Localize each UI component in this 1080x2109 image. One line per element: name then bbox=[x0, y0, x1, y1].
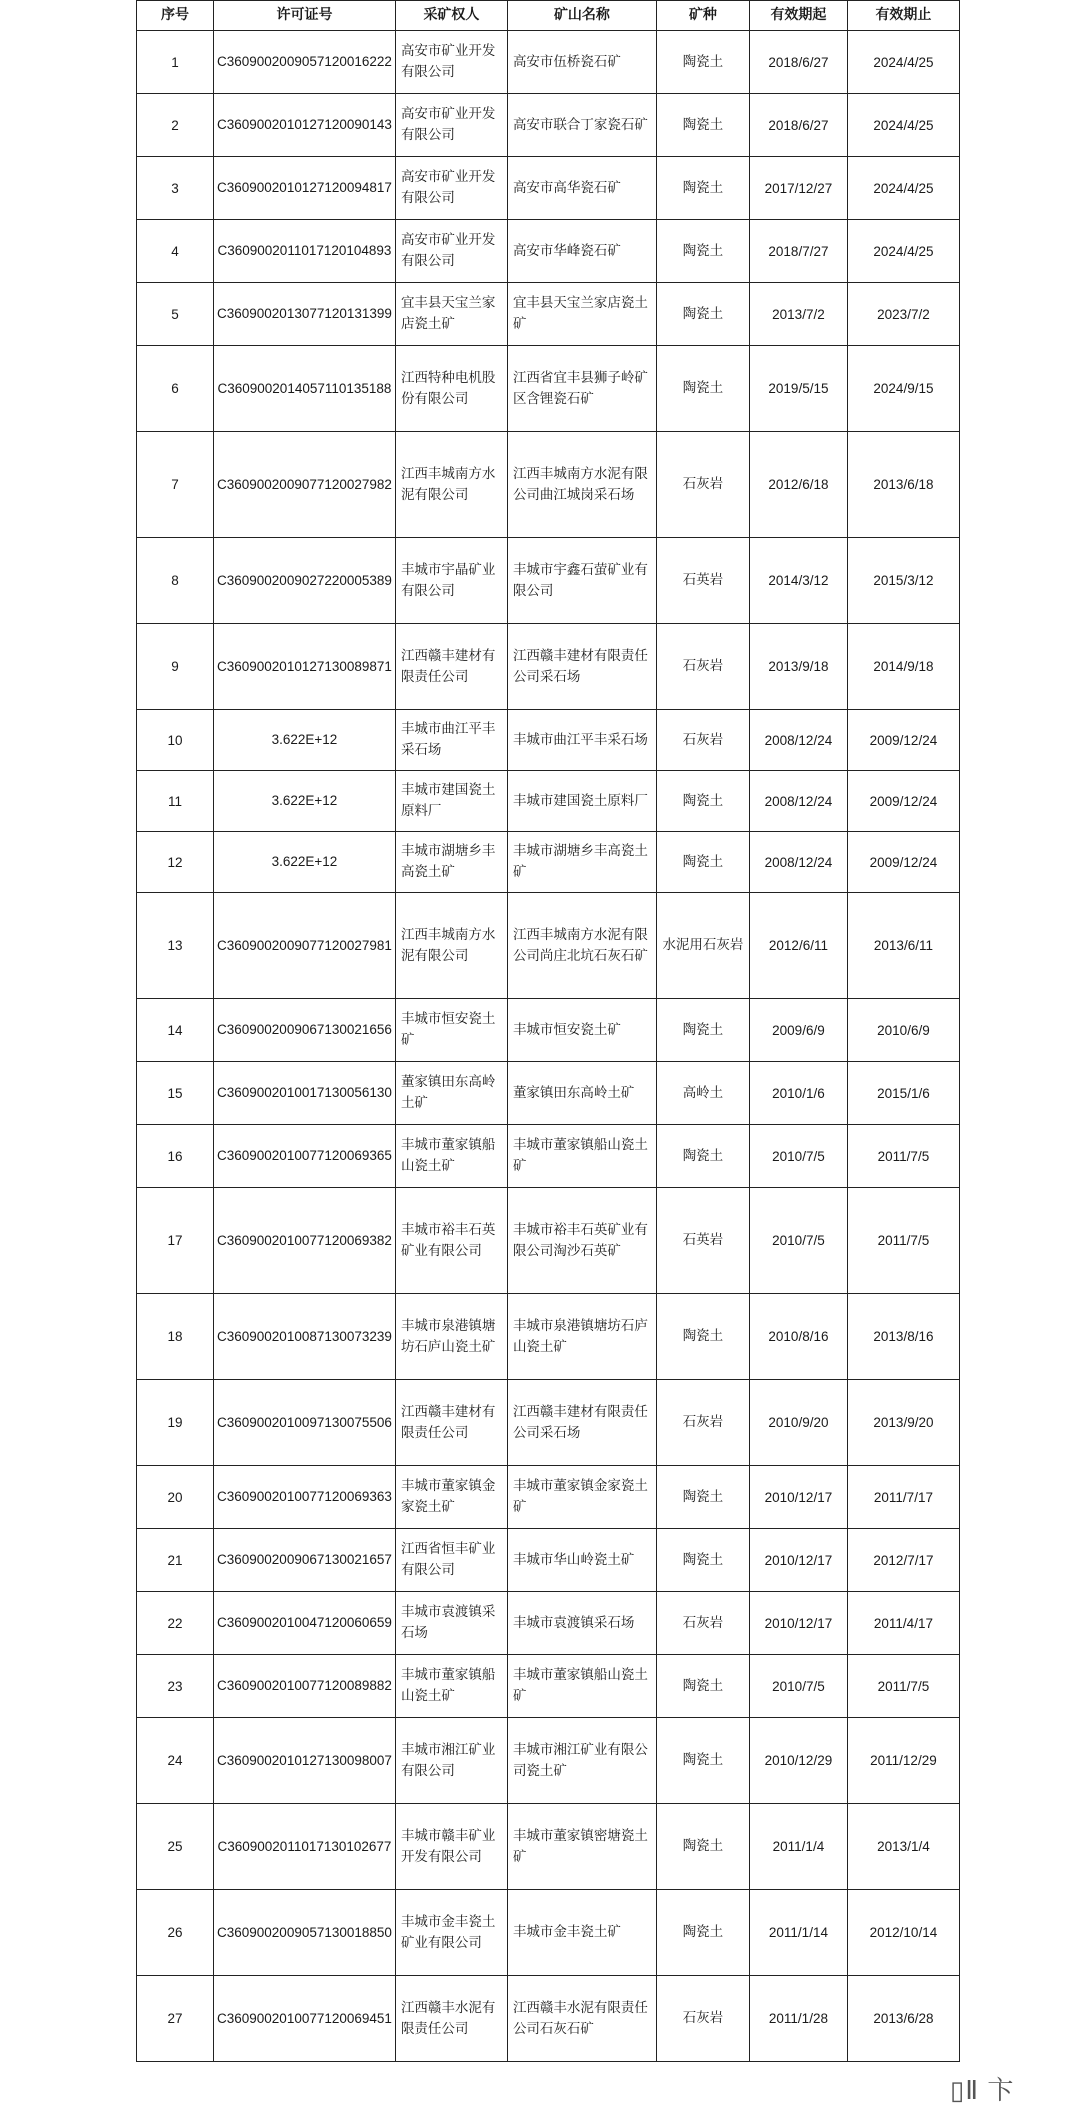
cell-start: 2010/7/5 bbox=[749, 1188, 847, 1294]
cell-end: 2011/7/5 bbox=[847, 1188, 959, 1294]
cell-no: 13 bbox=[137, 893, 214, 999]
cell-mine: 高安市伍桥瓷石矿 bbox=[507, 31, 656, 94]
cell-end: 2015/3/12 bbox=[847, 538, 959, 624]
cell-start: 2013/7/2 bbox=[749, 283, 847, 346]
cell-owner: 丰城市董家镇金家瓷土矿 bbox=[395, 1466, 507, 1529]
table-row bbox=[137, 893, 960, 999]
cell-license: C3609002010097130075506 bbox=[214, 1380, 396, 1466]
table-row bbox=[137, 1188, 960, 1294]
cell-mineral: 石灰岩 bbox=[656, 1976, 749, 2062]
cell-end: 2024/4/25 bbox=[847, 31, 959, 94]
cell-owner: 江西特种电机股份有限公司 bbox=[395, 346, 507, 432]
cell-owner: 江西省恒丰矿业有限公司 bbox=[395, 1529, 507, 1592]
cell-mineral: 石灰岩 bbox=[656, 710, 749, 771]
cell-no: 16 bbox=[137, 1125, 214, 1188]
header-row bbox=[137, 1, 960, 31]
cell-no: 9 bbox=[137, 624, 214, 710]
table-row bbox=[137, 283, 960, 346]
cell-license: C3609002010127120090143 bbox=[214, 94, 396, 157]
cell-owner: 丰城市裕丰石英矿业有限公司 bbox=[395, 1188, 507, 1294]
cell-start: 2018/6/27 bbox=[749, 31, 847, 94]
cell-no: 4 bbox=[137, 220, 214, 283]
cell-mine: 丰城市湖塘乡丰高瓷土矿 bbox=[507, 832, 656, 893]
table-row bbox=[137, 538, 960, 624]
cell-mine: 江西省宜丰县狮子岭矿区含锂瓷石矿 bbox=[507, 346, 656, 432]
cell-mineral: 石英岩 bbox=[656, 1188, 749, 1294]
table-row bbox=[137, 157, 960, 220]
table-header bbox=[137, 1, 960, 31]
cell-end: 2011/12/29 bbox=[847, 1718, 959, 1804]
cell-mine: 江西赣丰建材有限责任公司采石场 bbox=[507, 624, 656, 710]
cell-start: 2009/6/9 bbox=[749, 999, 847, 1062]
cell-mine: 丰城市曲江平丰采石场 bbox=[507, 710, 656, 771]
cell-license: C3609002010077120069363 bbox=[214, 1466, 396, 1529]
cell-start: 2010/1/6 bbox=[749, 1062, 847, 1125]
cell-no: 6 bbox=[137, 346, 214, 432]
cell-mine: 丰城市裕丰石英矿业有限公司淘沙石英矿 bbox=[507, 1188, 656, 1294]
cell-no: 18 bbox=[137, 1294, 214, 1380]
cell-start: 2019/5/15 bbox=[749, 346, 847, 432]
cell-end: 2015/1/6 bbox=[847, 1062, 959, 1125]
cell-no: 26 bbox=[137, 1890, 214, 1976]
cell-license: 3.622E+12 bbox=[214, 832, 396, 893]
cell-start: 2008/12/24 bbox=[749, 710, 847, 771]
cell-license: C3609002013077120131399 bbox=[214, 283, 396, 346]
table-row bbox=[137, 1804, 960, 1890]
cell-end: 2024/4/25 bbox=[847, 157, 959, 220]
cell-owner: 高安市矿业开发有限公司 bbox=[395, 31, 507, 94]
watermark: ▯Ⅱ 卞 bbox=[950, 2075, 1015, 2105]
cell-end: 2009/12/24 bbox=[847, 771, 959, 832]
cell-license: C3609002010127130098007 bbox=[214, 1718, 396, 1804]
cell-no: 21 bbox=[137, 1529, 214, 1592]
cell-owner: 丰城市湘江矿业有限公司 bbox=[395, 1718, 507, 1804]
table-row bbox=[137, 1890, 960, 1976]
cell-license: C3609002009067130021656 bbox=[214, 999, 396, 1062]
cell-mine: 高安市联合丁家瓷石矿 bbox=[507, 94, 656, 157]
cell-end: 2024/4/25 bbox=[847, 220, 959, 283]
cell-owner: 丰城市赣丰矿业开发有限公司 bbox=[395, 1804, 507, 1890]
cell-owner: 高安市矿业开发有限公司 bbox=[395, 220, 507, 283]
cell-mineral: 陶瓷土 bbox=[656, 157, 749, 220]
cell-owner: 丰城市金丰瓷土矿业有限公司 bbox=[395, 1890, 507, 1976]
cell-owner: 丰城市曲江平丰采石场 bbox=[395, 710, 507, 771]
table-row bbox=[137, 1529, 960, 1592]
cell-mineral: 陶瓷土 bbox=[656, 1890, 749, 1976]
cell-mine: 丰城市宇鑫石萤矿业有限公司 bbox=[507, 538, 656, 624]
cell-start: 2008/12/24 bbox=[749, 771, 847, 832]
cell-mineral: 石灰岩 bbox=[656, 1592, 749, 1655]
cell-start: 2010/7/5 bbox=[749, 1655, 847, 1718]
cell-no: 19 bbox=[137, 1380, 214, 1466]
cell-owner: 江西赣丰建材有限责任公司 bbox=[395, 1380, 507, 1466]
table-row bbox=[137, 1466, 960, 1529]
header-mine: 矿山名称 bbox=[507, 1, 656, 31]
cell-start: 2010/12/17 bbox=[749, 1466, 847, 1529]
cell-mineral: 陶瓷土 bbox=[656, 1125, 749, 1188]
cell-mine: 丰城市建国瓷土原料厂 bbox=[507, 771, 656, 832]
cell-no: 25 bbox=[137, 1804, 214, 1890]
cell-mine: 丰城市泉港镇塘坊石庐山瓷土矿 bbox=[507, 1294, 656, 1380]
cell-mineral: 高岭土 bbox=[656, 1062, 749, 1125]
cell-owner: 丰城市泉港镇塘坊石庐山瓷土矿 bbox=[395, 1294, 507, 1380]
cell-mine: 宜丰县天宝兰家店瓷土矿 bbox=[507, 283, 656, 346]
table-row bbox=[137, 1976, 960, 2062]
cell-owner: 董家镇田东高岭土矿 bbox=[395, 1062, 507, 1125]
table-row bbox=[137, 1718, 960, 1804]
table-row bbox=[137, 710, 960, 771]
cell-mine: 江西赣丰建材有限责任公司采石场 bbox=[507, 1380, 656, 1466]
cell-owner: 丰城市建国瓷土原料厂 bbox=[395, 771, 507, 832]
table-row bbox=[137, 1655, 960, 1718]
cell-owner: 江西赣丰水泥有限责任公司 bbox=[395, 1976, 507, 2062]
cell-end: 2013/6/11 bbox=[847, 893, 959, 999]
cell-end: 2013/6/18 bbox=[847, 432, 959, 538]
table-row bbox=[137, 1125, 960, 1188]
mining-license-table bbox=[136, 0, 960, 2062]
cell-no: 27 bbox=[137, 1976, 214, 2062]
cell-start: 2010/12/17 bbox=[749, 1592, 847, 1655]
cell-license: C3609002011017130102677 bbox=[214, 1804, 396, 1890]
cell-mine: 江西赣丰水泥有限责任公司石灰石矿 bbox=[507, 1976, 656, 2062]
cell-start: 2008/12/24 bbox=[749, 832, 847, 893]
cell-end: 2023/7/2 bbox=[847, 283, 959, 346]
cell-start: 2010/7/5 bbox=[749, 1125, 847, 1188]
cell-mineral: 陶瓷土 bbox=[656, 1294, 749, 1380]
cell-start: 2018/6/27 bbox=[749, 94, 847, 157]
cell-start: 2011/1/28 bbox=[749, 1976, 847, 2062]
cell-mine: 董家镇田东高岭土矿 bbox=[507, 1062, 656, 1125]
table-row bbox=[137, 1380, 960, 1466]
table-row bbox=[137, 31, 960, 94]
table-row bbox=[137, 346, 960, 432]
cell-license: C3609002009077120027982 bbox=[214, 432, 396, 538]
cell-mineral: 水泥用石灰岩 bbox=[656, 893, 749, 999]
cell-end: 2011/7/5 bbox=[847, 1125, 959, 1188]
cell-license: C3609002009067130021657 bbox=[214, 1529, 396, 1592]
cell-mineral: 陶瓷土 bbox=[656, 346, 749, 432]
cell-no: 20 bbox=[137, 1466, 214, 1529]
cell-end: 2013/6/28 bbox=[847, 1976, 959, 2062]
table-body bbox=[137, 31, 960, 2062]
cell-start: 2012/6/11 bbox=[749, 893, 847, 999]
cell-end: 2011/7/5 bbox=[847, 1655, 959, 1718]
cell-mineral: 陶瓷土 bbox=[656, 31, 749, 94]
cell-start: 2014/3/12 bbox=[749, 538, 847, 624]
table-row bbox=[137, 1592, 960, 1655]
cell-mine: 丰城市华山岭瓷土矿 bbox=[507, 1529, 656, 1592]
cell-owner: 宜丰县天宝兰家店瓷土矿 bbox=[395, 283, 507, 346]
cell-mineral: 陶瓷土 bbox=[656, 94, 749, 157]
table-row bbox=[137, 832, 960, 893]
cell-mineral: 陶瓷土 bbox=[656, 283, 749, 346]
cell-mine: 江西丰城南方水泥有限公司尚庄北坑石灰石矿 bbox=[507, 893, 656, 999]
cell-mineral: 陶瓷土 bbox=[656, 1529, 749, 1592]
cell-owner: 江西赣丰建材有限责任公司 bbox=[395, 624, 507, 710]
cell-end: 2024/9/15 bbox=[847, 346, 959, 432]
cell-license: C3609002010127120094817 bbox=[214, 157, 396, 220]
cell-end: 2011/7/17 bbox=[847, 1466, 959, 1529]
cell-owner: 丰城市董家镇船山瓷土矿 bbox=[395, 1125, 507, 1188]
table-row bbox=[137, 624, 960, 710]
cell-license: C3609002010077120069451 bbox=[214, 1976, 396, 2062]
cell-owner: 江西丰城南方水泥有限公司 bbox=[395, 432, 507, 538]
cell-mineral: 陶瓷土 bbox=[656, 771, 749, 832]
header-no: 序号 bbox=[137, 1, 214, 31]
cell-owner: 高安市矿业开发有限公司 bbox=[395, 94, 507, 157]
cell-mineral: 陶瓷土 bbox=[656, 832, 749, 893]
cell-mineral: 陶瓷土 bbox=[656, 1804, 749, 1890]
cell-start: 2010/9/20 bbox=[749, 1380, 847, 1466]
cell-license: C3609002010087130073239 bbox=[214, 1294, 396, 1380]
cell-start: 2010/12/17 bbox=[749, 1529, 847, 1592]
cell-mine: 丰城市袁渡镇采石场 bbox=[507, 1592, 656, 1655]
cell-start: 2017/12/27 bbox=[749, 157, 847, 220]
header-mineral: 矿种 bbox=[656, 1, 749, 31]
cell-license: C3609002009057130018850 bbox=[214, 1890, 396, 1976]
cell-owner: 丰城市宇晶矿业有限公司 bbox=[395, 538, 507, 624]
cell-no: 7 bbox=[137, 432, 214, 538]
cell-no: 24 bbox=[137, 1718, 214, 1804]
table-row bbox=[137, 771, 960, 832]
cell-license: C3609002009077120027981 bbox=[214, 893, 396, 999]
cell-end: 2009/12/24 bbox=[847, 832, 959, 893]
cell-no: 8 bbox=[137, 538, 214, 624]
cell-license: C3609002009057120016222 bbox=[214, 31, 396, 94]
cell-no: 17 bbox=[137, 1188, 214, 1294]
cell-start: 2018/7/27 bbox=[749, 220, 847, 283]
cell-owner: 高安市矿业开发有限公司 bbox=[395, 157, 507, 220]
cell-start: 2010/12/29 bbox=[749, 1718, 847, 1804]
cell-end: 2009/12/24 bbox=[847, 710, 959, 771]
cell-mineral: 陶瓷土 bbox=[656, 1718, 749, 1804]
cell-mineral: 陶瓷土 bbox=[656, 1466, 749, 1529]
cell-end: 2012/10/14 bbox=[847, 1890, 959, 1976]
cell-mineral: 石灰岩 bbox=[656, 1380, 749, 1466]
cell-mine: 丰城市董家镇密塘瓷土矿 bbox=[507, 1804, 656, 1890]
cell-no: 12 bbox=[137, 832, 214, 893]
cell-no: 3 bbox=[137, 157, 214, 220]
cell-end: 2013/8/16 bbox=[847, 1294, 959, 1380]
table-row bbox=[137, 432, 960, 538]
cell-mineral: 石英岩 bbox=[656, 538, 749, 624]
cell-owner: 丰城市湖塘乡丰高瓷土矿 bbox=[395, 832, 507, 893]
cell-license: C3609002010017130056130 bbox=[214, 1062, 396, 1125]
cell-license: C3609002010077120069365 bbox=[214, 1125, 396, 1188]
cell-license: C3609002014057110135188 bbox=[214, 346, 396, 432]
cell-start: 2011/1/14 bbox=[749, 1890, 847, 1976]
cell-mineral: 陶瓷土 bbox=[656, 220, 749, 283]
cell-license: C3609002010077120069382 bbox=[214, 1188, 396, 1294]
cell-license: C3609002011017120104893 bbox=[214, 220, 396, 283]
cell-license: C3609002010077120089882 bbox=[214, 1655, 396, 1718]
cell-end: 2024/4/25 bbox=[847, 94, 959, 157]
cell-mine: 丰城市恒安瓷土矿 bbox=[507, 999, 656, 1062]
cell-mineral: 石灰岩 bbox=[656, 624, 749, 710]
header-end: 有效期止 bbox=[847, 1, 959, 31]
cell-license: C3609002010047120060659 bbox=[214, 1592, 396, 1655]
cell-mine: 江西丰城南方水泥有限公司曲江城岗采石场 bbox=[507, 432, 656, 538]
cell-end: 2011/4/17 bbox=[847, 1592, 959, 1655]
table-row bbox=[137, 94, 960, 157]
table-row bbox=[137, 999, 960, 1062]
cell-mine: 丰城市金丰瓷土矿 bbox=[507, 1890, 656, 1976]
cell-end: 2014/9/18 bbox=[847, 624, 959, 710]
cell-end: 2012/7/17 bbox=[847, 1529, 959, 1592]
table-row bbox=[137, 1294, 960, 1380]
cell-start: 2012/6/18 bbox=[749, 432, 847, 538]
cell-license: 3.622E+12 bbox=[214, 710, 396, 771]
cell-license: C3609002010127130089871 bbox=[214, 624, 396, 710]
cell-license: C3609002009027220005389 bbox=[214, 538, 396, 624]
header-start: 有效期起 bbox=[749, 1, 847, 31]
cell-end: 2013/1/4 bbox=[847, 1804, 959, 1890]
cell-mine: 高安市高华瓷石矿 bbox=[507, 157, 656, 220]
cell-mineral: 陶瓷土 bbox=[656, 999, 749, 1062]
cell-end: 2013/9/20 bbox=[847, 1380, 959, 1466]
cell-license: 3.622E+12 bbox=[214, 771, 396, 832]
cell-no: 10 bbox=[137, 710, 214, 771]
cell-start: 2013/9/18 bbox=[749, 624, 847, 710]
cell-owner: 江西丰城南方水泥有限公司 bbox=[395, 893, 507, 999]
cell-mine: 丰城市董家镇船山瓷土矿 bbox=[507, 1125, 656, 1188]
cell-owner: 丰城市袁渡镇采石场 bbox=[395, 1592, 507, 1655]
cell-no: 5 bbox=[137, 283, 214, 346]
cell-mine: 丰城市董家镇船山瓷土矿 bbox=[507, 1655, 656, 1718]
cell-end: 2010/6/9 bbox=[847, 999, 959, 1062]
cell-no: 22 bbox=[137, 1592, 214, 1655]
table-row bbox=[137, 220, 960, 283]
cell-mine: 丰城市湘江矿业有限公司瓷土矿 bbox=[507, 1718, 656, 1804]
cell-mineral: 石灰岩 bbox=[656, 432, 749, 538]
cell-mineral: 陶瓷土 bbox=[656, 1655, 749, 1718]
cell-no: 14 bbox=[137, 999, 214, 1062]
cell-no: 23 bbox=[137, 1655, 214, 1718]
cell-mine: 丰城市董家镇金家瓷土矿 bbox=[507, 1466, 656, 1529]
cell-start: 2011/1/4 bbox=[749, 1804, 847, 1890]
cell-mine: 高安市华峰瓷石矿 bbox=[507, 220, 656, 283]
cell-owner: 丰城市恒安瓷土矿 bbox=[395, 999, 507, 1062]
cell-no: 11 bbox=[137, 771, 214, 832]
cell-no: 1 bbox=[137, 31, 214, 94]
cell-no: 15 bbox=[137, 1062, 214, 1125]
header-owner: 采矿权人 bbox=[395, 1, 507, 31]
cell-start: 2010/8/16 bbox=[749, 1294, 847, 1380]
table-row bbox=[137, 1062, 960, 1125]
cell-owner: 丰城市董家镇船山瓷土矿 bbox=[395, 1655, 507, 1718]
cell-no: 2 bbox=[137, 94, 214, 157]
header-license: 许可证号 bbox=[214, 1, 396, 31]
